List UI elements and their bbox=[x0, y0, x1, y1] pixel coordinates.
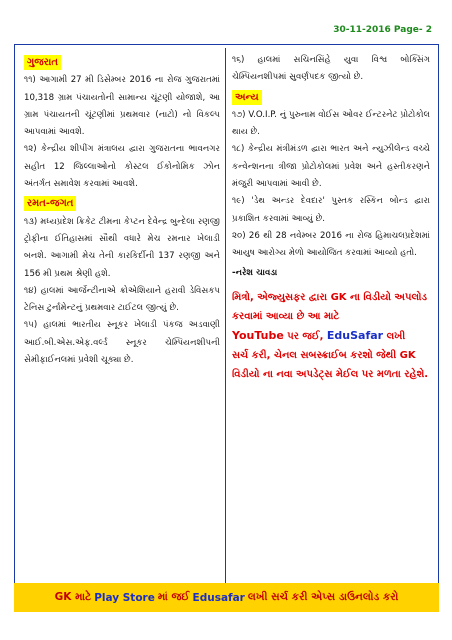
gujarat-heading: ગુજરાત bbox=[24, 55, 61, 70]
item-16: ૧૬) હાલમાં સચિનસિંહે યુવા વિશ્વ બોક્સિંગ ચેમ્પિયનશીપમાં સુવર્ણપદક જીત્યો છે. bbox=[232, 55, 430, 83]
banner-text-c: માં જઈ bbox=[157, 591, 190, 603]
play-store-banner bbox=[14, 583, 439, 612]
banner-text-e: લખી સર્ચ કરી એપ્સ ડાઉનલોડ કરો bbox=[247, 591, 399, 603]
promo-block bbox=[232, 288, 430, 384]
promo-line-1: મિત્રો, એજ્યુસફર દ્વારા GK ના વિડીયો અપલોડ કરવામાં આવ્યા છે આ માટે bbox=[232, 291, 428, 322]
youtube-label: YouTube bbox=[232, 328, 284, 342]
left-column bbox=[24, 52, 220, 369]
banner-text-a: GK માટે bbox=[54, 591, 92, 603]
banner-play-store: Play Store bbox=[94, 591, 155, 604]
item-13: ૧૩) મધ્યપ્રદેશ ક્રિકેટ ટીમના કેપ્ટન દેવેન્દ્ર બુન્દેલા રણજી ટ્રોફીના ઈતિહાસમાં સૌથી વધારે મેચ રમનાર ખેલાડી બનશે. આગામી મેચ તેની કારકિર્દીની 137 રણજી અને 156 મી પ્રથમ શ્રેણી હશે. bbox=[24, 216, 220, 279]
edusafar-label: EduSafar bbox=[326, 328, 384, 342]
item-12: ૧૨) કેન્દ્રીય શીપીંગ મંત્રાલય દ્વારા ગુજરાતના ભાવનગર સહીત 12 જિલ્લાઓનો કોસ્ટલ ઈકોનોમિક ઝોન અંતર્ગત સમાવેશ કરવામાં આવશે. bbox=[24, 144, 220, 190]
item-19: ૧૯) 'ડેથ અન્ડર દેવદાર' પુસ્તક રસ્કિન બોન્ડ દ્વારા પ્રકાશિત કરવામાં આવ્યું છે. bbox=[232, 196, 430, 224]
column-divider bbox=[225, 48, 226, 608]
date-page-header: 30-11-2016 Page- 2 bbox=[333, 25, 432, 35]
promo-line-3: સર્ચ કરી, ચેનલ સબસ્ક્રાઈબ કરશો જેથી GK વિડીયો ના નવા અપડેટ્સ મેઈલ પર મળતા રહેશે. bbox=[232, 349, 429, 380]
author-signature: -નરેશ ચાવડા bbox=[232, 267, 278, 278]
promo-text-a: પર જઈ, bbox=[283, 330, 327, 342]
item-15: ૧૫) હાલમાં ભારતીય સ્નૂકર ખેલાડી પંકજ અડવાણી આઈ.બી.એસ.એફ.વર્લ્ડ સ્નૂકર ચેમ્પિયનશીપની સેમીફાઈનલમાં પ્રવેશી ચૂક્યા છે. bbox=[24, 320, 220, 366]
item-18: ૧૮) કેન્દ્રીય મંત્રીમંડળ દ્વારા ભારત અને ન્યુઝીલેન્ડ વચ્ચે કન્વેન્શનના ત્રીજા પ્રોટોકોલમાં પ્રવેશ અને હસ્તીકરણને મંજુરી આપવામાં આવી છે. bbox=[232, 144, 430, 190]
item-20: ૨૦) 26 થી 28 નવેમ્બર 2016 ના રોજ હિમાચલપ્રદેશમાં આયુષ આરોગ્ય મેળો આયોજિત કરવામાં આવ્યો હતો. bbox=[232, 230, 430, 259]
sports-heading: રમત-જગત bbox=[24, 196, 76, 211]
promo-line-2 bbox=[232, 326, 430, 346]
other-heading: અન્ય bbox=[232, 90, 262, 105]
promo-text-b: લખી bbox=[383, 330, 406, 342]
banner-edusafar: Edusafar bbox=[192, 591, 245, 604]
item-17: ૧૭) V.O.I.P. નું પુરુનામ વોઈસ ઓવર ઈન્ટરનેટ પ્રોટોકોલ થાય છે. bbox=[232, 109, 430, 138]
item-14: ૧૪) હાલમાં આર્જેન્ટીનાએ ક્રોએશિયાને હરાવી ડેવિસકપ ટેનિસ ટુર્નામેન્ટનું પ્રથમવાર ટાઈટલ જીત્યું છે. bbox=[24, 285, 220, 314]
item-11: ૧૧) આગામી 27 મી ડિસેમ્બર 2016 ના રોજ ગુજરાતમાં 10,318 ગ્રામ પંચાયતોની સામાન્ય ચૂંટણી યોજાશે, આ ગ્રામ પંચાયતની ચૂંટણીમાં પ્રથમવાર (નાટો) નો વિકલ્પ આપવામાં આવશે. bbox=[24, 75, 220, 138]
right-column bbox=[232, 52, 430, 384]
